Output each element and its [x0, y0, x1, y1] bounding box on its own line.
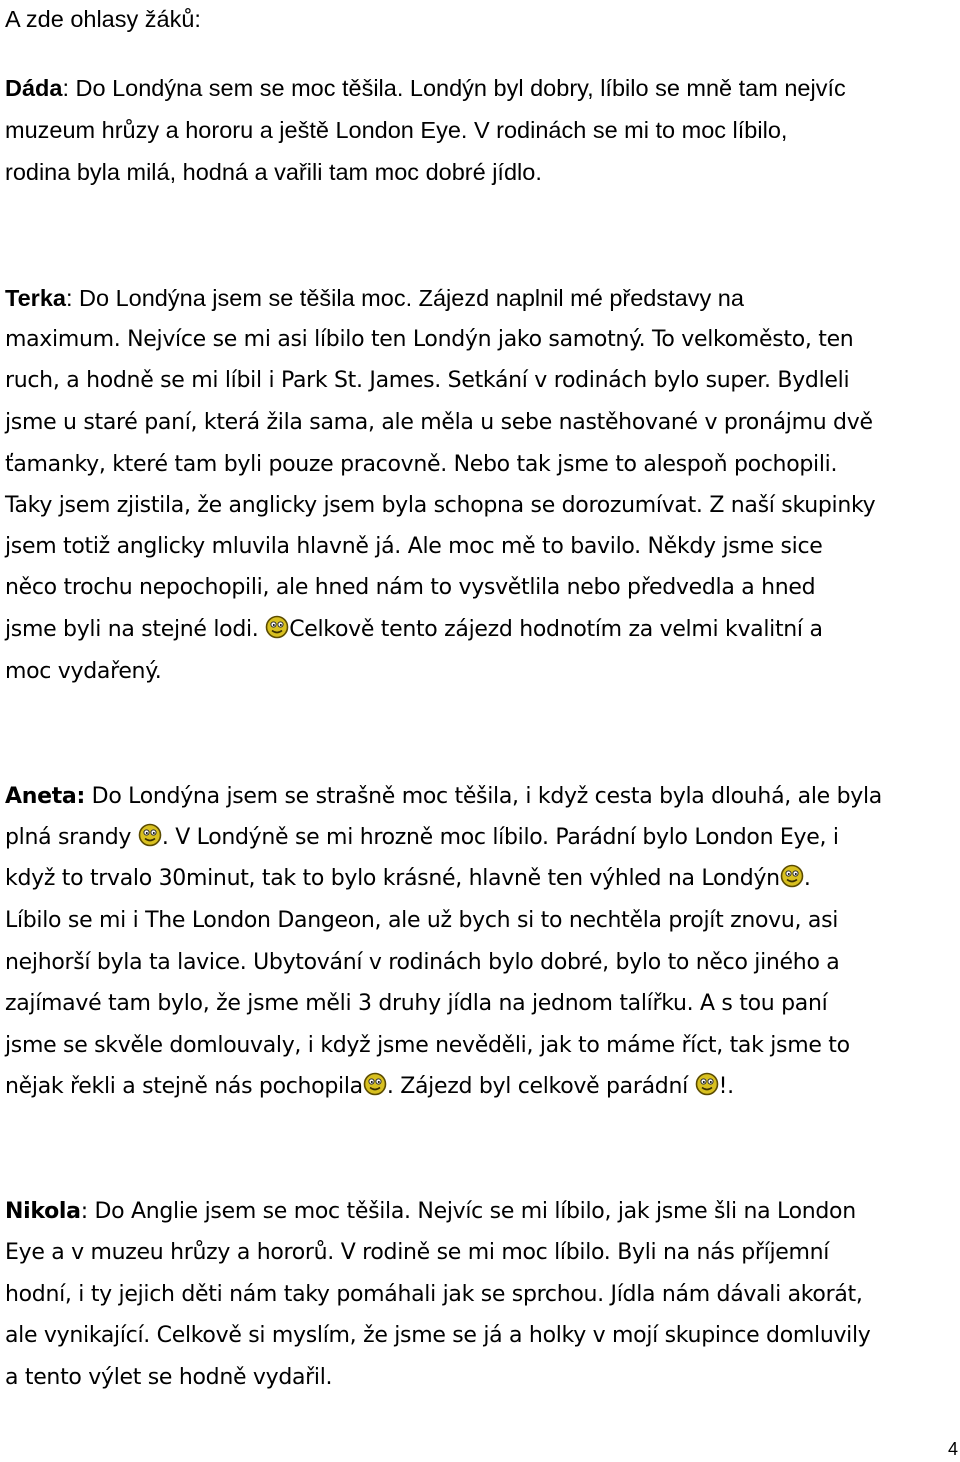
aneta-text-3b: . — [803, 866, 811, 891]
aneta-text-3a: když to trvalo 30minut, tak to bylo krásné, hlavně ten výhled na Londýn — [5, 866, 780, 891]
smiley-icon — [363, 1072, 387, 1096]
aneta-line-6: zajímavé tam bylo, že jsme měli 3 druhy jídla na jednom talířku. A s tou paní — [5, 991, 828, 1016]
smiley-icon — [138, 823, 162, 847]
smiley-icon — [695, 1072, 719, 1096]
nikola-text-1: : Do Anglie jsem se moc těšila. Nejvíc se mi líbilo, jak jsme šli na London — [80, 1199, 856, 1224]
terka-line-5: ťamanky, které tam byli pouze pracovně. Nebo tak jsme to alespoň pochopili. — [5, 452, 838, 477]
dada-line-3: rodina byla milá, hodná a vařili tam moc dobré jídlo. — [5, 159, 542, 185]
aneta-line-3 — [5, 864, 811, 894]
terka-line-10: moc vydařený. — [5, 659, 162, 684]
terka-text-9a: jsme byli na stejné lodi. — [5, 617, 266, 642]
aneta-line-5: nejhorší byla ta lavice. Ubytování v rodinách bylo dobré, bylo to něco jiného a — [5, 950, 840, 975]
terka-text-9b: Celkově tento zájezd hodnotím za velmi kvalitní a — [289, 617, 823, 642]
aneta-line-8 — [5, 1072, 734, 1102]
aneta-line-7: jsme se skvěle domlouvaly, i když jsme nevěděli, jak to máme říct, tak jsme to — [5, 1033, 850, 1058]
terka-line-4: jsme u staré paní, která žila sama, ale měla u sebe nastěhované v pronájmu dvě — [5, 410, 873, 435]
page-number: 4 — [948, 1439, 959, 1459]
aneta-line-2 — [5, 823, 839, 853]
terka-line-8: něco trochu nepochopili, ale hned nám to vysvětlila nebo předvedla a hned — [5, 575, 816, 600]
terka-line-6: Taky jsem zjistila, že anglicky jsem byla schopna se dorozumívat. Z naší skupinky — [5, 493, 876, 518]
terka-name: Terka — [5, 285, 66, 311]
intro-heading: A zde ohlasy žáků: — [5, 6, 201, 32]
aneta-line-4: Líbilo se mi i The London Dangeon, ale už bych si to nechtěla projít znovu, asi — [5, 908, 839, 933]
terka-line-3: ruch, a hodně se mi líbil i Park St. James. Setkání v rodinách bylo super. Bydleli — [5, 368, 850, 393]
aneta-name: Aneta: — [5, 784, 85, 809]
smiley-icon — [780, 864, 804, 888]
dada-line-1 — [5, 73, 846, 103]
terka-line-7: jsem totiž anglicky mluvila hlavně já. Ale moc mě to bavilo. Někdy jsme sice — [5, 534, 823, 559]
terka-text-1: : Do Londýna jsem se těšila moc. Zájezd naplnil mé představy na — [65, 285, 744, 311]
smiley-icon — [265, 615, 289, 639]
nikola-name: Nikola — [5, 1199, 81, 1224]
terka-line-1 — [5, 283, 744, 313]
dada-name: Dáda — [5, 75, 63, 101]
nikola-line-2: Eye a v muzeu hrůzy a hororů. V rodině se mi moc líbilo. Byli na nás příjemní — [5, 1240, 830, 1265]
aneta-text-8b: . Zájezd byl celkově parádní — [386, 1074, 695, 1099]
aneta-text-2b: . V Londýně se mi hrozně moc líbilo. Parádní bylo London Eye, i — [161, 825, 839, 850]
nikola-line-5: a tento výlet se hodně vydařil. — [5, 1365, 333, 1390]
nikola-line-4: ale vynikající. Celkově si myslím, že jsme se já a holky v mojí skupince domluvily — [5, 1323, 871, 1348]
nikola-line-3: hodní, i ty jejich děti nám taky pomáhali jak se sprchou. Jídla nám dávali akorát, — [5, 1282, 863, 1307]
aneta-text-8a: nějak řekli a stejně nás pochopila — [5, 1074, 363, 1099]
aneta-text-8c: !. — [718, 1074, 734, 1099]
terka-line-2: maximum. Nejvíce se mi asi líbilo ten Londýn jako samotný. To velkoměsto, ten — [5, 327, 854, 352]
terka-line-9 — [5, 615, 823, 645]
aneta-text-1: Do Londýna jsem se strašně moc těšila, i když cesta byla dlouhá, ale byla — [84, 784, 882, 809]
nikola-line-1 — [5, 1197, 856, 1227]
aneta-line-1 — [5, 782, 882, 812]
dada-line-2: muzeum hrůzy a hororu a ještě London Eye. V rodinách se mi to moc líbilo, — [5, 117, 788, 143]
dada-text-1: : Do Londýna sem se moc těšila. Londýn byl dobry, líbilo se mně tam nejvíc — [62, 75, 846, 101]
aneta-text-2a: plná srandy — [5, 825, 138, 850]
